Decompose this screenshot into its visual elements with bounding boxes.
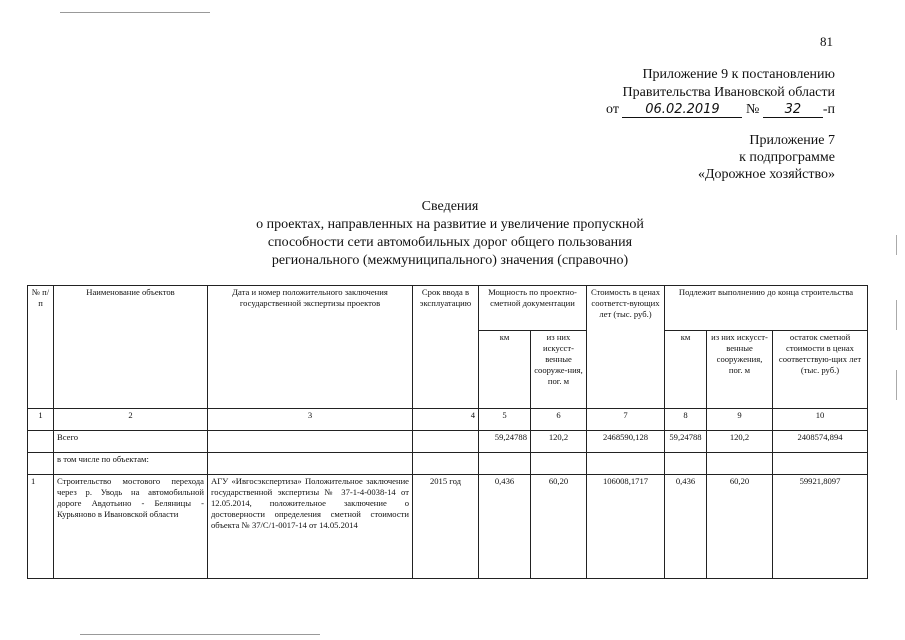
row-num: 1 xyxy=(28,475,54,579)
page-number: 81 xyxy=(820,34,833,49)
appendix-7-line2: к подпрограмме xyxy=(739,150,835,165)
header-structures-rest: из них искусст-венные сооружения, пог. м xyxy=(707,331,773,409)
decree-from-label: от xyxy=(606,102,619,117)
row-km: 0,436 xyxy=(479,475,531,579)
row-cost-rest: 59921,8097 xyxy=(773,475,868,579)
colnum-9: 9 xyxy=(707,409,773,431)
appendix-7-line1: Приложение 7 xyxy=(749,133,835,148)
total-row xyxy=(28,431,868,453)
decree-number: 32 xyxy=(763,103,823,118)
row-name: Строительство мостового перехода через р. Уводь на автомобильной дороге Авдотьино - Беляницы - Курьяново в Ивановской области xyxy=(54,475,208,579)
header-structures: из них искусст-венные сооруже-ния, пог. м xyxy=(531,331,587,409)
total-label: Всего xyxy=(54,431,208,453)
projects-table xyxy=(27,285,868,579)
decree-suffix: -п xyxy=(822,102,835,117)
colnum-7: 7 xyxy=(587,409,665,431)
table-row xyxy=(28,475,868,579)
header-name: Наименование объектов xyxy=(54,286,208,409)
row-structures: 60,20 xyxy=(531,475,587,579)
colnum-4: 4 xyxy=(413,409,479,431)
scan-edge-line xyxy=(60,12,210,13)
scan-mark xyxy=(896,300,897,330)
title-line3: способности сети автомобильных дорог общего пользования xyxy=(267,235,633,250)
appendix-9-line1: Приложение 9 к постановлению xyxy=(642,67,835,82)
decree-number-label: № xyxy=(745,102,760,117)
decree-date: 06.02.2019 xyxy=(622,103,742,118)
colnum-6: 6 xyxy=(531,409,587,431)
row-expertise: АГУ «Ивгосэкспертиза» Положительное заключение государственной экспертизы № 37-1-4-0038-14 от 12.05.2014, положительное заключение о достоверности определения сметной стоимости объекта № 37/С/1-0017-14 от 14.05.2014 xyxy=(208,475,413,579)
row-cost: 106008,1717 xyxy=(587,475,665,579)
decree-date-number xyxy=(606,102,835,118)
colnum-8: 8 xyxy=(665,409,707,431)
colnum-2: 2 xyxy=(54,409,208,431)
total-cost-rest: 2408574,894 xyxy=(773,431,868,453)
colnum-1: 1 xyxy=(28,409,54,431)
appendix-7-header xyxy=(698,132,835,183)
appendix-7-line3: «Дорожное хозяйство» xyxy=(697,167,835,182)
including-label: в том числе по объектам: xyxy=(54,453,208,475)
appendix-9-line2: Правительства Ивановской области xyxy=(622,85,835,100)
scan-edge-line xyxy=(80,634,320,635)
title-line1: Сведения xyxy=(421,199,479,214)
header-km-rest: км xyxy=(665,331,707,409)
colnum-10: 10 xyxy=(773,409,868,431)
header-capacity: Мощность по проектно-сметной документации xyxy=(479,286,587,331)
header-estimate-rest: остаток сметной стоимости в ценах соответствую-щих лет (тыс. руб.) xyxy=(773,331,868,409)
title-line4: регионального (межмуниципального) значения (справочно) xyxy=(271,253,629,268)
header-num: № п/п xyxy=(28,286,54,409)
document-title xyxy=(200,198,700,270)
row-term: 2015 год xyxy=(413,475,479,579)
header-cost: Стоимость в ценах соответст-вующих лет (тыс. руб.) xyxy=(587,286,665,409)
header-km: км xyxy=(479,331,531,409)
row-structures-rest: 60,20 xyxy=(707,475,773,579)
title-line2: о проектах, направленных на развитие и увеличение пропускной xyxy=(256,217,644,232)
total-structures: 120,2 xyxy=(531,431,587,453)
colnum-3: 3 xyxy=(208,409,413,431)
row-km-rest: 0,436 xyxy=(665,475,707,579)
total-cost: 2468590,128 xyxy=(587,431,665,453)
header-remaining: Подлежит выполнению до конца строительства xyxy=(665,286,868,331)
scan-mark xyxy=(896,235,897,255)
header-term: Срок ввода в эксплуатацию xyxy=(413,286,479,409)
column-number-row xyxy=(28,409,868,431)
scan-mark xyxy=(896,370,897,400)
appendix-9-header xyxy=(623,66,835,102)
header-expertise: Дата и номер положительного заключения государственной экспертизы проектов xyxy=(208,286,413,409)
colnum-5: 5 xyxy=(479,409,531,431)
including-row xyxy=(28,453,868,475)
total-km: 59,24788 xyxy=(479,431,531,453)
total-km-rest: 59,24788 xyxy=(665,431,707,453)
total-structures-rest: 120,2 xyxy=(707,431,773,453)
header-row-1 xyxy=(28,286,868,331)
